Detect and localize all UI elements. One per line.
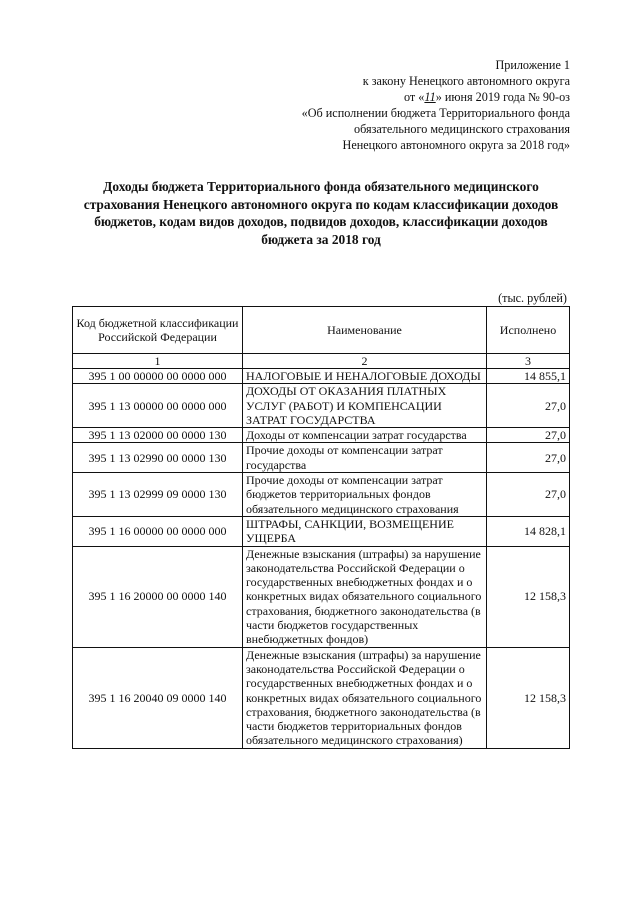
appendix-date [302, 89, 570, 105]
row-amount: 27,0 [487, 384, 570, 428]
row-amount: 27,0 [487, 473, 570, 517]
appendix-law-title-3: Ненецкого автономного округа за 2018 год» [342, 138, 570, 152]
table-row [73, 369, 570, 384]
header-code: Код бюджетной классификации Российской Федерации [73, 307, 243, 354]
row-amount: 14 855,1 [487, 369, 570, 384]
row-amount: 12 158,3 [487, 546, 570, 647]
appendix-law-ref: к закону Ненецкого автономного округа [362, 74, 570, 88]
column-number-row [73, 354, 570, 369]
table-row [73, 428, 570, 443]
table-row [73, 516, 570, 546]
row-code: 395 1 16 00000 00 0000 000 [73, 516, 243, 546]
row-name: ШТРАФЫ, САНКЦИИ, ВОЗМЕЩЕНИЕ УЩЕРБА [243, 516, 487, 546]
appendix-date-prefix: от « [404, 90, 425, 104]
appendix-law-title-1: «Об исполнении бюджета Территориального фонда [301, 106, 570, 120]
table-header-row [73, 307, 570, 354]
column-number: 2 [243, 354, 487, 369]
appendix-date-day: 11 [424, 90, 436, 104]
row-name: Денежные взыскания (штрафы) за нарушение законодательства Российской Федерации о государственных внебюджетных фондах и о конкретных видах обязательного социального страхования, бюджетного законодательства (в части бюджетов территориальных фондов обязательного медицинского страхования) [243, 647, 487, 748]
table-row [73, 384, 570, 428]
table-row [73, 647, 570, 748]
appendix-number: Приложение 1 [495, 58, 570, 72]
row-amount: 14 828,1 [487, 516, 570, 546]
row-name: Прочие доходы от компенсации затрат бюджетов территориальных фондов обязательного медицинского страхования [243, 473, 487, 517]
table-row [73, 443, 570, 473]
row-amount: 27,0 [487, 443, 570, 473]
row-code: 395 1 00 00000 00 0000 000 [73, 369, 243, 384]
appendix-header [302, 57, 570, 153]
row-code: 395 1 13 02990 00 0000 130 [73, 443, 243, 473]
row-code: 395 1 16 20000 00 0000 140 [73, 546, 243, 647]
row-code: 395 1 13 02999 09 0000 130 [73, 473, 243, 517]
units-label: (тыс. рублей) [498, 291, 567, 305]
row-name: Прочие доходы от компенсации затрат государства [243, 443, 487, 473]
header-name: Наименование [243, 307, 487, 354]
column-number: 3 [487, 354, 570, 369]
row-code: 395 1 16 20040 09 0000 140 [73, 647, 243, 748]
row-amount: 12 158,3 [487, 647, 570, 748]
row-name: Доходы от компенсации затрат государства [243, 428, 487, 443]
row-name: ДОХОДЫ ОТ ОКАЗАНИЯ ПЛАТНЫХ УСЛУГ (РАБОТ) И КОМПЕНСАЦИИ ЗАТРАТ ГОСУДАРСТВА [243, 384, 487, 428]
row-name: Денежные взыскания (штрафы) за нарушение законодательства Российской Федерации о государственных внебюджетных фондах и о конкретных видах обязательного социального страхования, бюджетного законодательства (в части бюджетов государственных внебюджетных фондов) [243, 546, 487, 647]
revenue-table [72, 306, 570, 749]
table-row [73, 546, 570, 647]
header-amount: Исполнено [487, 307, 570, 354]
table-row [73, 473, 570, 517]
row-code: 395 1 13 02000 00 0000 130 [73, 428, 243, 443]
row-code: 395 1 13 00000 00 0000 000 [73, 384, 243, 428]
row-name: НАЛОГОВЫЕ И НЕНАЛОГОВЫЕ ДОХОДЫ [243, 369, 487, 384]
column-number: 1 [73, 354, 243, 369]
appendix-date-suffix: » июня 2019 года № 90-оз [435, 90, 570, 104]
document-title: Доходы бюджета Территориального фонда обязательного медицинского страхования Ненецкого автономного округа по кодам классификации доходов бюджетов, кодам видов доходов, подвидов доходов, классификации доходов бюджета за 2018 год [83, 179, 559, 247]
row-amount: 27,0 [487, 428, 570, 443]
appendix-law-title-2: обязательного медицинского страхования [354, 122, 570, 136]
